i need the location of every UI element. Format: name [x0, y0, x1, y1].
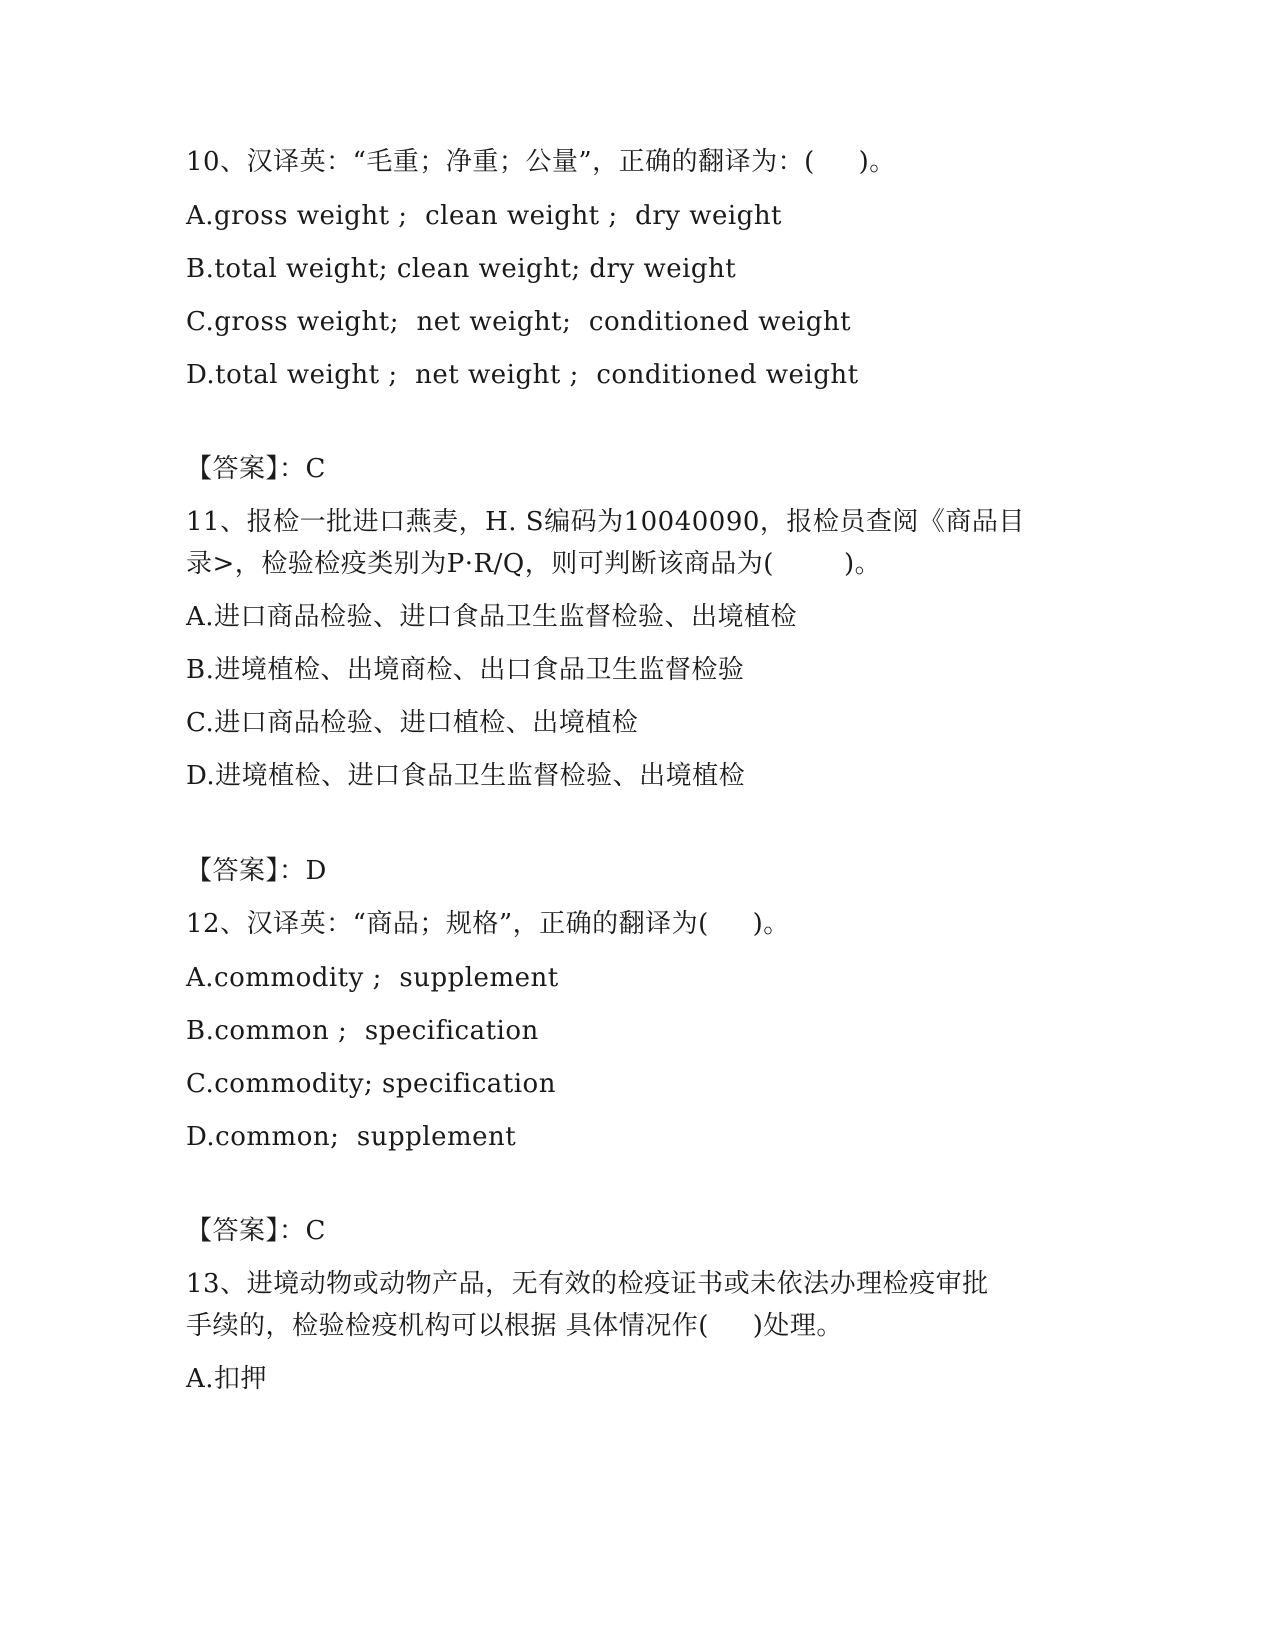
- question-11-stem-line-2: 录>，检验检疫类别为P·R/Q，则可判断该商品为( )。: [186, 549, 882, 579]
- question-11-answer: 【答案】：D: [186, 856, 327, 886]
- question-10-option-b: B.total weight; clean weight; dry weight: [186, 254, 737, 284]
- question-12-answer: 【答案】：C: [186, 1216, 326, 1246]
- question-12-option-b: B.common ; specification: [186, 1016, 539, 1046]
- question-12-stem: 12、汉译英：“商品；规格”，正确的翻译为( )。: [186, 909, 790, 939]
- question-10-option-a: A.gross weight ; clean weight ; dry weight: [186, 201, 783, 231]
- question-11-option-d: D.进境植检、进口食品卫生监督检验、出境植检: [186, 761, 746, 791]
- question-12-option-d: D.common; supplement: [186, 1122, 517, 1152]
- question-11-stem-line-1: 11、报检一批进口燕麦，H. S编码为10040090，报检员查阅《商品目: [186, 507, 1025, 537]
- question-13-stem-line-1: 13、进境动物或动物产品，无有效的检疫证书或未依法办理检疫审批: [186, 1269, 989, 1299]
- question-12-option-a: A.commodity ; supplement: [186, 963, 559, 993]
- question-10-option-c: C.gross weight; net weight; conditioned weight: [186, 307, 852, 337]
- question-12-option-c: C.commodity; specification: [186, 1069, 556, 1099]
- question-11-option-b: B.进境植检、出境商检、出口食品卫生监督检验: [186, 655, 745, 685]
- question-10-option-d: D.total weight ; net weight ; conditioned weight: [186, 360, 859, 390]
- question-10-stem: 10、汉译英：“毛重；净重；公量”，正确的翻译为：( )。: [186, 147, 896, 177]
- question-10-answer: 【答案】：C: [186, 454, 326, 484]
- question-13-option-a: A.扣押: [186, 1364, 268, 1394]
- question-11-option-c: C.进口商品检验、进口植检、出境植检: [186, 708, 639, 738]
- question-13-stem-line-2: 手续的，检验检疫机构可以根据 具体情况作( )处理。: [186, 1311, 843, 1341]
- question-11-option-a: A.进口商品检验、进口食品卫生监督检验、出境植检: [186, 602, 798, 632]
